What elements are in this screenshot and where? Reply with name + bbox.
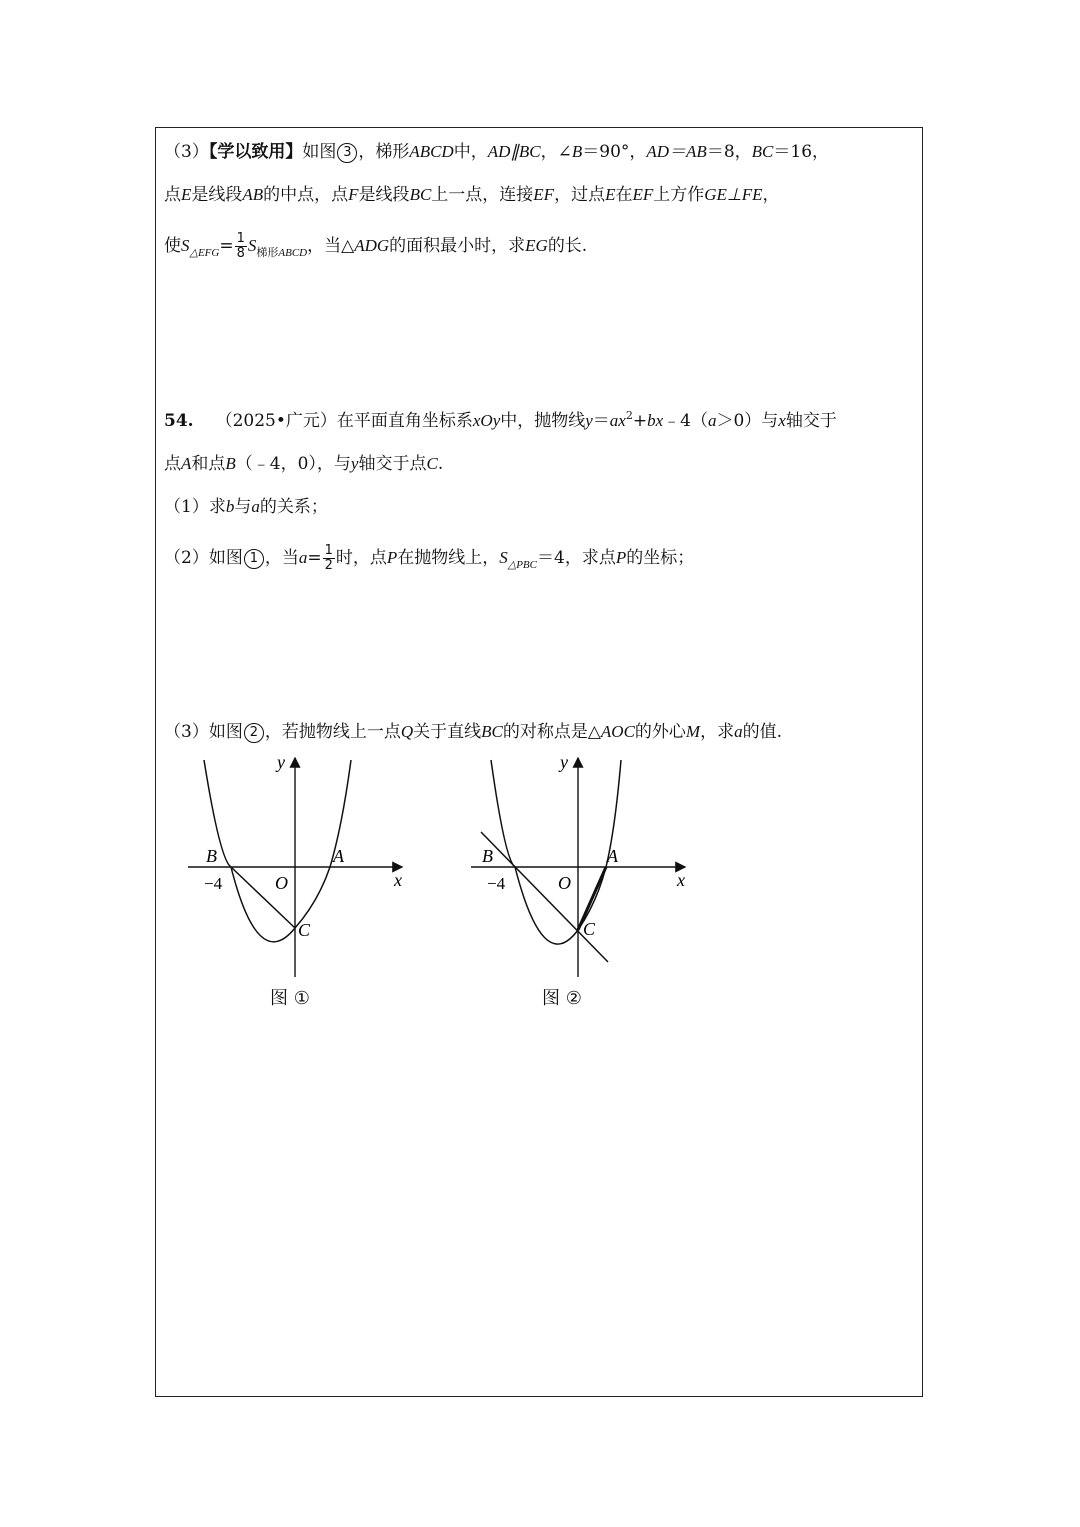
label-a: A bbox=[607, 846, 618, 866]
q54-stem-line2: 点A和点B（﹣4，0），与y轴交于点C. bbox=[164, 454, 444, 474]
figure-ref-2: 2 bbox=[244, 723, 264, 743]
label-neg4: −4 bbox=[487, 874, 506, 893]
q54-part2: （2）如图 1 ，当a= $\frac{1}{2}$ 时，点P在抛物线上，$S_{\triangle PBC}=4$，求点P的坐标； bbox=[164, 543, 695, 573]
label-y: y bbox=[560, 752, 568, 772]
q54-part3: （3）如图 2 ，若抛物线上一点Q关于直线BC的对称点是△AOC的外心M，求a的值. bbox=[164, 722, 782, 742]
label-c: C bbox=[583, 919, 596, 939]
label-c: C bbox=[298, 920, 311, 940]
label-b: B bbox=[206, 846, 217, 866]
label-neg4: −4 bbox=[204, 874, 223, 893]
q53-part3-line1: （3）【学以致用】如图 3 ，梯形ABCD中，AD∥BC，∠B＝90°，AD＝AB＝8，BC＝16， bbox=[164, 142, 830, 162]
figure-2-caption: 图 ② bbox=[542, 988, 582, 1009]
question-number: 54. bbox=[164, 411, 194, 431]
label-a: A bbox=[333, 846, 344, 866]
q53-part3-line3: 使$S_{\triangle EFG}=$ $\frac{1}{8}$ $S_{梯形ABCD}$，当△ADG的面积最小时，求EG的长. bbox=[164, 231, 588, 261]
fraction-one-half: $\frac{1}{2}$ bbox=[324, 543, 333, 573]
figure-1-graph bbox=[180, 752, 420, 982]
line-bc bbox=[481, 832, 608, 962]
q53-part3-line2: 点E是线段AB的中点，点F是线段BC上一点，连接EF，过点E在EF上方作GE⊥FE， bbox=[164, 185, 780, 205]
fraction-one-eighth: $\frac{1}{8}$ bbox=[236, 231, 245, 261]
label-o: O bbox=[558, 873, 571, 893]
parabola bbox=[204, 760, 351, 942]
figure-1-caption: 图 ① bbox=[270, 988, 310, 1009]
label-o: O bbox=[275, 873, 288, 893]
label-b: B bbox=[482, 846, 493, 866]
figure-2-graph bbox=[463, 752, 703, 982]
q54-part1: （1）求b与a的关系； bbox=[164, 497, 328, 517]
label-x: x bbox=[677, 870, 685, 890]
figure-ref-3: 3 bbox=[337, 143, 357, 163]
label-x: x bbox=[394, 870, 402, 890]
q54-stem-line1: 54. （2025•广元）在平面直角坐标系xOy中，抛物线$y=ax^2+bx﹣4(a>0)$与x轴交于 bbox=[164, 409, 837, 431]
label-y: y bbox=[277, 752, 285, 772]
parabola bbox=[491, 760, 621, 944]
figure-ref-1: 1 bbox=[244, 549, 264, 569]
